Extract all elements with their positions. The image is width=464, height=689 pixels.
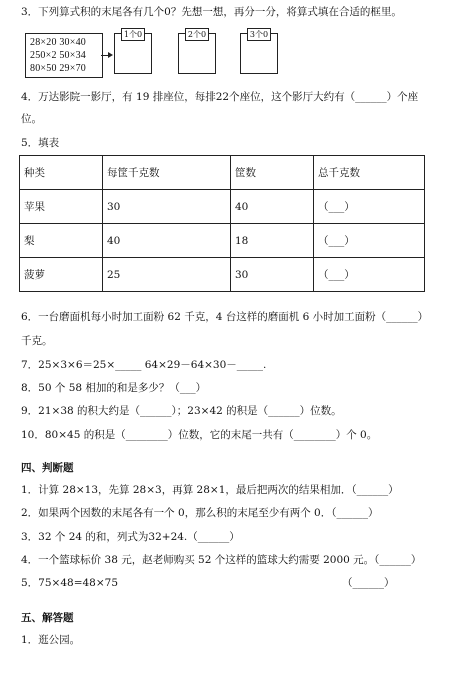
box-three-zero-label: 3个0 bbox=[247, 28, 271, 41]
q8-text: 8．50 个 58 相加的和是多少？（___） bbox=[21, 382, 207, 394]
expression-row-1: 28×20 30×40 bbox=[30, 37, 86, 48]
box-two-zero[interactable] bbox=[178, 30, 216, 74]
cell-count: 18 bbox=[231, 224, 314, 258]
cell-total[interactable]: （___） bbox=[314, 224, 425, 258]
expression-box bbox=[25, 33, 103, 78]
cell-name: 梨 bbox=[20, 224, 103, 258]
header-basket-count: 筐数 bbox=[231, 156, 314, 190]
q5-title: 5．填表 bbox=[21, 137, 60, 149]
fill-table bbox=[19, 155, 425, 292]
judge-item-3: 3．32 个 24 的和，列式为32+24.（______） bbox=[21, 531, 240, 543]
q6-line2: 千克。 bbox=[21, 335, 53, 347]
judge-item-2: 2．如果两个因数的末尾各有一个 0，那么积的末尾至少有两个 0．（______） bbox=[21, 507, 379, 519]
box-two-zero-label: 2个0 bbox=[185, 28, 209, 41]
q4-line2: 位。 bbox=[21, 113, 42, 125]
section5-title: 五、解答题 bbox=[21, 612, 74, 624]
table-row bbox=[20, 224, 425, 258]
cell-count: 40 bbox=[231, 190, 314, 224]
q7-text: 7．25×3×6＝25×_____ 64×29－64×30－_____. bbox=[21, 359, 267, 371]
q6-line1: 6．一台磨面机每小时加工面粉 62 千克，4 台这样的磨面机 6 小时加工面粉（______） bbox=[21, 311, 429, 323]
expression-row-3: 80×50 29×70 bbox=[30, 63, 86, 74]
header-total: 总千克数 bbox=[314, 156, 425, 190]
judge-item-5-blank[interactable]: （______） bbox=[342, 577, 395, 589]
cell-total[interactable]: （___） bbox=[314, 190, 425, 224]
cell-count: 30 bbox=[231, 258, 314, 292]
judge-item-4: 4．一个篮球标价 38 元，赵老师购买 52 个这样的篮球大约需要 2000 元。（______） bbox=[21, 554, 422, 566]
table-header-row bbox=[20, 156, 425, 190]
cell-per: 30 bbox=[103, 190, 231, 224]
cell-per: 40 bbox=[103, 224, 231, 258]
judge-item-5: 5．75×48=48×75 bbox=[21, 577, 119, 589]
cell-per: 25 bbox=[103, 258, 231, 292]
header-per-basket: 每筐千克数 bbox=[103, 156, 231, 190]
q9-text: 9．21×38 的积大约是（______）；23×42 的积是（______）位数。 bbox=[21, 405, 342, 417]
table-row bbox=[20, 190, 425, 224]
judge-item-1: 1．计算 28×13，先算 28×3，再算 28×1，最后把两次的结果相加．（______） bbox=[21, 484, 399, 496]
box-one-zero-label: 1个0 bbox=[121, 28, 145, 41]
expression-row-2: 250×2 50×34 bbox=[30, 50, 86, 61]
section4-title: 四、判断题 bbox=[21, 462, 74, 474]
cell-name: 苹果 bbox=[20, 190, 103, 224]
box-one-zero[interactable] bbox=[114, 30, 152, 74]
q10-text: 10．80×45 的积是（________）位数，它的末尾一共有（________）个 0。 bbox=[21, 429, 378, 441]
header-kind: 种类 bbox=[20, 156, 103, 190]
table-row bbox=[20, 258, 425, 292]
solve-item-1: 1．逛公园。 bbox=[21, 634, 81, 646]
box-three-zero[interactable] bbox=[240, 30, 278, 74]
q3-text: 3．下列算式积的末尾各有几个0？先想一想，再分一分，将算式填在合适的框里。 bbox=[21, 6, 402, 18]
arrow-icon bbox=[101, 55, 110, 56]
cell-total[interactable]: （___） bbox=[314, 258, 425, 292]
q4-line1: 4．万达影院一影厅，有 19 排座位，每排22个座位，这个影厅大约有（______）个座 bbox=[21, 91, 419, 103]
cell-name: 菠萝 bbox=[20, 258, 103, 292]
